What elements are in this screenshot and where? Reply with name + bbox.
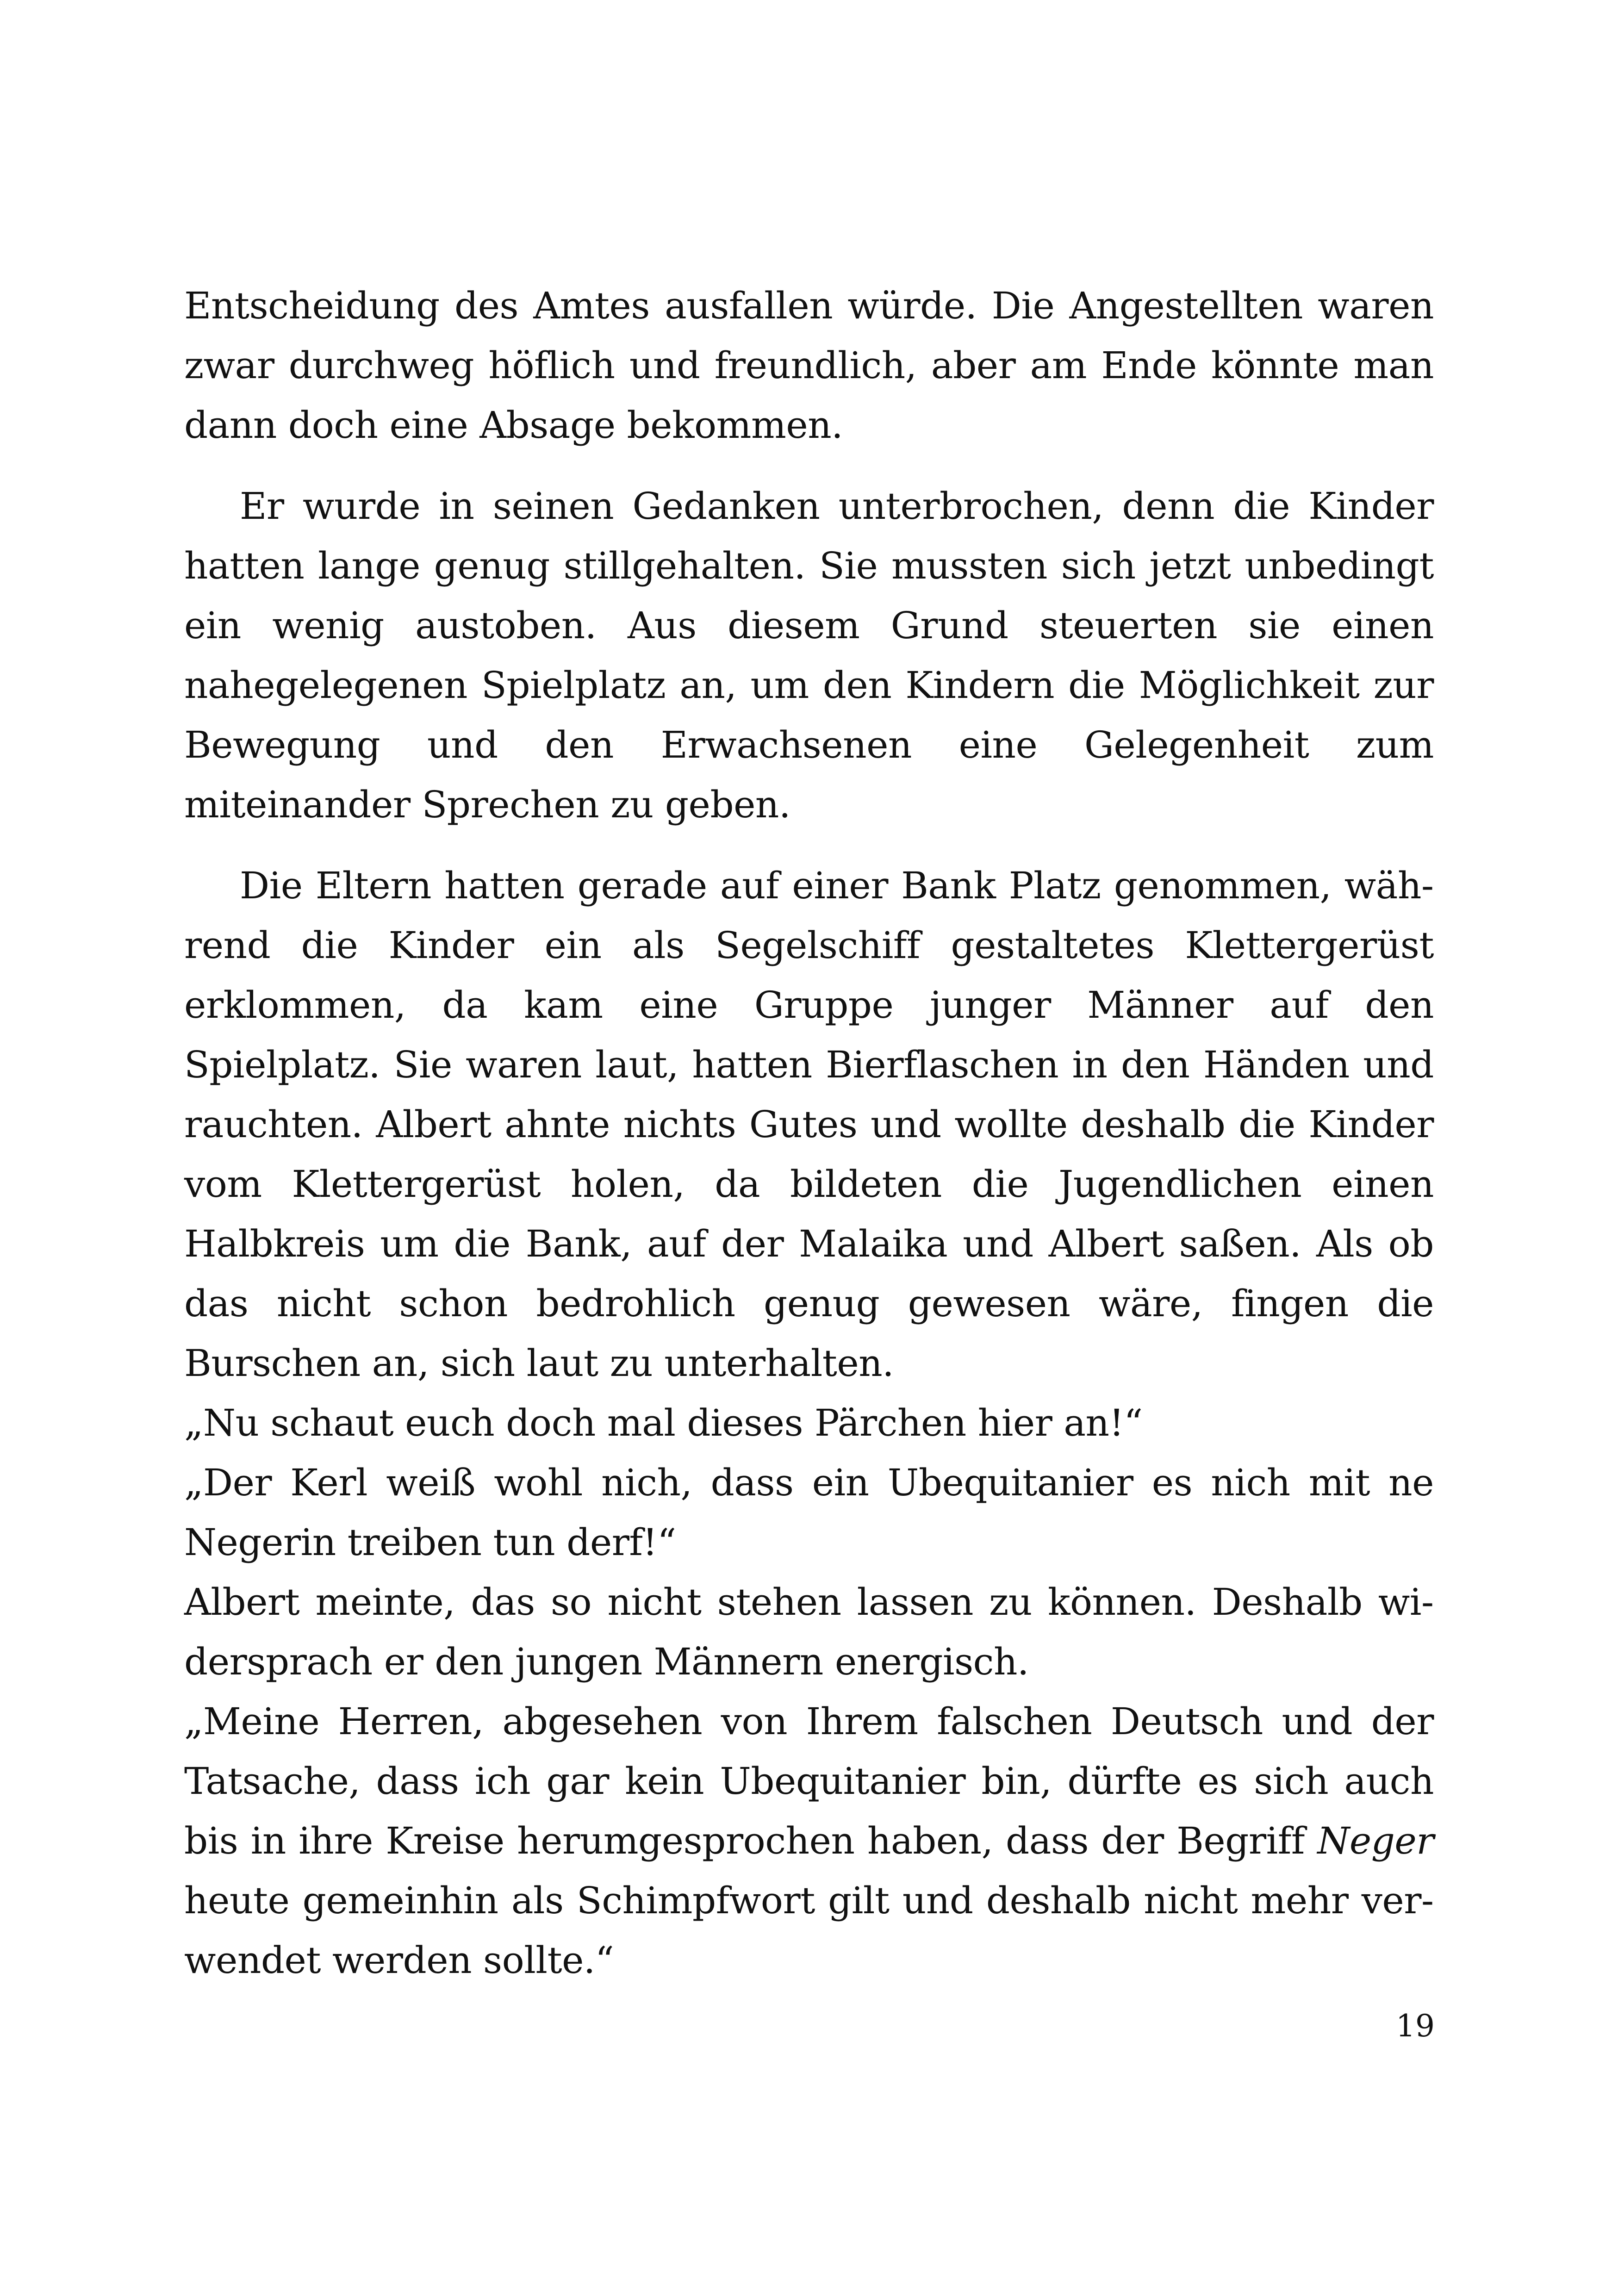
paragraph-3: Die Eltern hatten gerade auf einer Bank Platz genommen, während die Kinder ein als Segelschiff gestaltetes Klettergerüst erklommen, da kam eine Gruppe junger Männer auf den Spielplatz. Sie waren laut, hatten Bierflaschen in den Händen und rauchten. Albert ahnte nichts Gutes und wollte deshalb die Kinder vom Klettergerüst holen, da bildeten die Jugendlichen einen Halbkreis um die Bank, auf der Malaika und Albert saßen. Als ob das nicht schon bedrohlich genug gewesen wäre, fingen die Burschen an, sich laut zu unterhalten. — [184, 864, 1434, 1385]
dialogue-line-1: „Nu schaut euch doch mal dieses Pärchen hier an!“ — [184, 1401, 1143, 1444]
paragraph-2: Er wurde in seinen Gedanken unterbrochen, denn die Kinder hatten lange genug stillgehalten. Sie mussten sich jetzt unbedingt ein wenig austoben. Aus diesem Grund steuerten sie einen nahegelegenen Spielplatz an, um den Kindern die Möglichkeit zur Bewegung und den Erwachsenen eine Gelegenheit zum miteinander Sprechen zu geben. — [184, 485, 1434, 826]
dialogue-line-2: „Der Kerl weiß wohl nich, dass ein Ubequitanier es nich mit ne Negerin treiben tun derf!“ — [184, 1461, 1434, 1564]
dialogue-line-3 — [184, 1692, 1434, 1990]
emphasized-word: Neger — [1317, 1819, 1434, 1862]
body-text — [184, 276, 1434, 1990]
narration-line: Albert meinte, das so nicht stehen lassen zu können. Deshalb widersprach er den jungen Männern energisch. — [184, 1580, 1434, 1683]
dialogue-3-start: „Meine Herren, abgesehen von Ihrem falschen Deutsch und der Tatsache, dass ich gar kein Ubequitanier bin, dürfte es sich auch bis in ihre Kreise herumgesprochen haben, dass der Begriff — [184, 1700, 1434, 1862]
page-number: 19 — [1396, 2008, 1435, 2044]
dialogue-3-end: heute gemeinhin als Schimpfwort gilt und deshalb nicht mehr verwendet werden sollte.“ — [184, 1879, 1434, 1982]
paragraph-1: Entscheidung des Amtes ausfallen würde. Die Angestellten waren zwar durchweg höflich und freundlich, aber am Ende könnte man dann doch eine Absage bekommen. — [184, 284, 1434, 447]
